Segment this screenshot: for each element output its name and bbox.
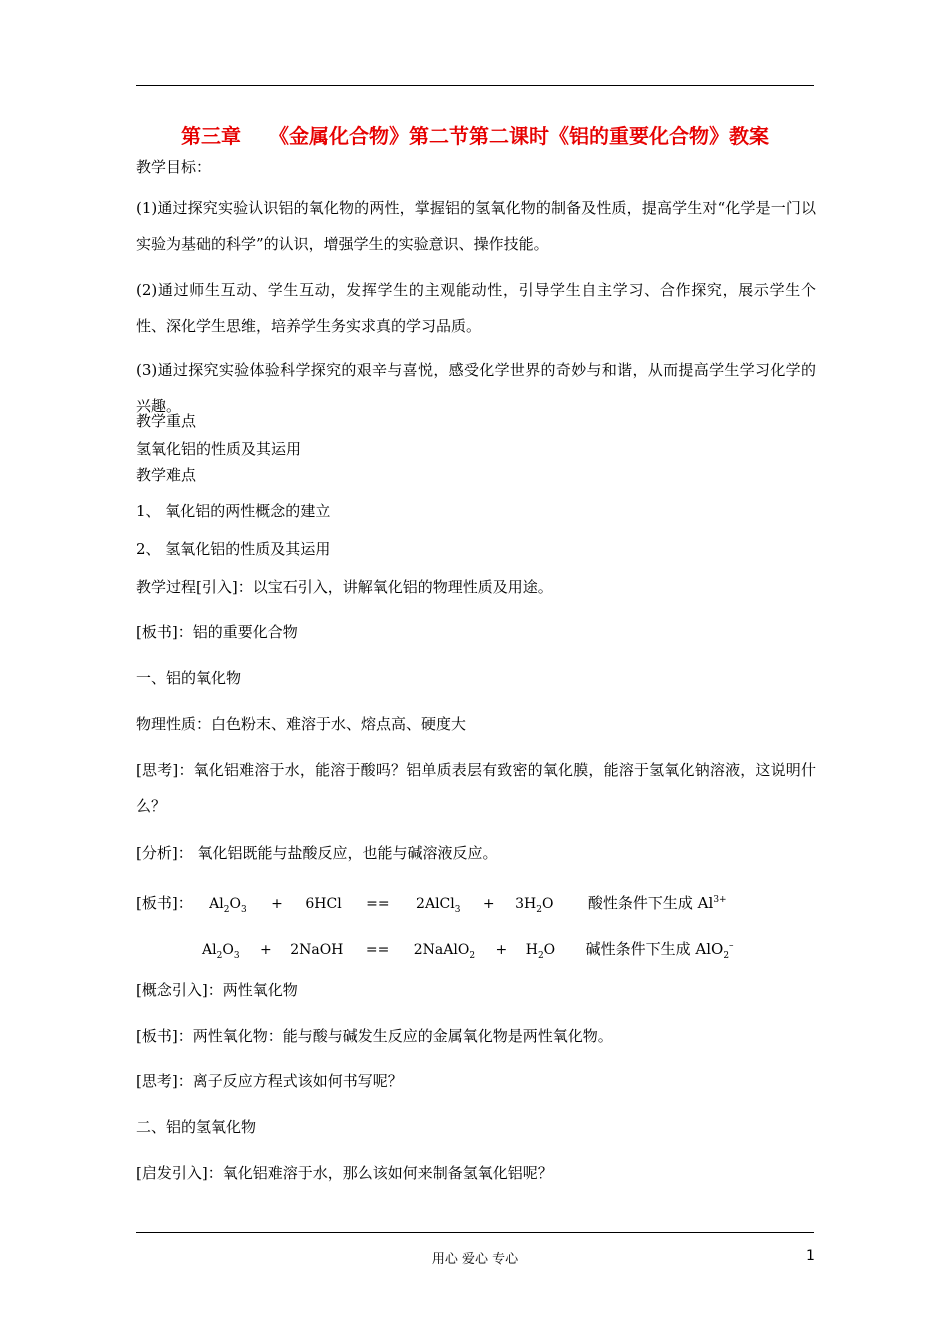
difficulty-label: 教学难点 [136,466,197,484]
eq1-plus-2: + [482,896,495,912]
inspire-intro: [启发引入]：氧化铝难溶于水，那么该如何来制备氢氧化铝呢？ [136,1164,553,1182]
eq2-plus: + [260,942,272,958]
key-label: 教学重点 [136,412,197,430]
difficulty-2: 2、 氢氧化铝的性质及其运用 [136,540,331,558]
eq1-reagent: 6HCl [305,896,342,912]
process-intro: 教学过程[引入]：以宝石引入，讲解氧化铝的物理性质及用途。 [136,578,553,596]
physical-properties: 物理性质：白色粉末、难溶于水、熔点高、硬度大 [136,715,467,733]
page-number: 1 [806,1248,815,1264]
think-question-2: [思考]：离子反应方程式该如何书写呢？ [136,1072,403,1090]
page-title [136,120,814,149]
eq1-plus: + [271,896,283,912]
eq1-note: 酸性条件下生成 $Al^{3+}$ [587,894,727,912]
difficulty-1: 1、 氧化铝的两性概念的建立 [136,502,331,520]
eq1-label: [板书]： [136,894,193,912]
eq1-equals: == [366,896,390,912]
footer-motto: 用心 爱心 专心 [431,1252,519,1267]
eq1-product: 2AlCl$_3$ [416,896,461,915]
objectives-label: 教学目标： [136,158,212,176]
equation-2 [202,937,734,965]
eq2-plus-2: + [495,942,508,958]
footer-rule [136,1232,814,1233]
eq2-product: 2NaAlO$_2$ [413,942,476,961]
eq1-water: $3H_2O$ [515,896,554,915]
eq2-reactant-formula: $Al_2O_3$ [202,942,240,961]
eq2-reagent: 2NaOH [290,942,344,958]
equation-1 [136,891,727,919]
objective-1: (1)通过探究实验认识铝的氧化物的两性，掌握铝的氢氧化物的制备及性质，提高学生对“化学是一门以实验为基础的科学”的认识，增强学生的实验意识、操作技能。 [136,199,816,253]
section-hydroxide: 二、铝的氢氧化物 [136,1118,257,1136]
eq2-water: $H_2O$ [525,942,556,961]
board-heading: [板书]：铝的重要化合物 [136,623,298,641]
concept-intro: [概念引入]：两性氧化物 [136,981,298,999]
think-question-1: [思考]：氧化铝难溶于水，能溶于酸吗？铝单质表层有致密的氧化膜，能溶于氢氧化钠溶液，这说明什么？ [136,761,816,815]
analysis: [分析]： 氧化铝既能与盐酸反应，也能与碱溶液反应。 [136,844,498,862]
board-amphoteric: [板书]：两性氧化物：能与酸与碱发生反应的金属氧化物是两性氧化物。 [136,1027,613,1045]
eq1-reactant-formula: $Al_2O_3$ [209,896,247,915]
header-rule [136,85,814,86]
section-oxide: 一、铝的氧化物 [136,669,242,687]
key-point: 氢氧化铝的性质及其运用 [136,440,302,458]
objective-2: (2)通过师生互动、学生互动，发挥学生的主观能动性，引导学生自主学习、合作探究，展示学生个性、深化学生思维，培养学生务实求真的学习品质。 [136,281,816,335]
title-chapter: 第三章 [181,124,241,148]
objective-3: (3)通过探究实验体验科学探究的艰辛与喜悦，感受化学世界的奇妙与和谐，从而提高学生学习化学的兴趣。 [136,361,816,415]
title-main: 《金属化合物》第二节第二课时《铝的重要化合物》教案 [269,124,769,148]
eq2-note: 碱性条件下生成 AlO$_2$– [585,940,734,961]
eq2-equals: == [365,942,390,958]
